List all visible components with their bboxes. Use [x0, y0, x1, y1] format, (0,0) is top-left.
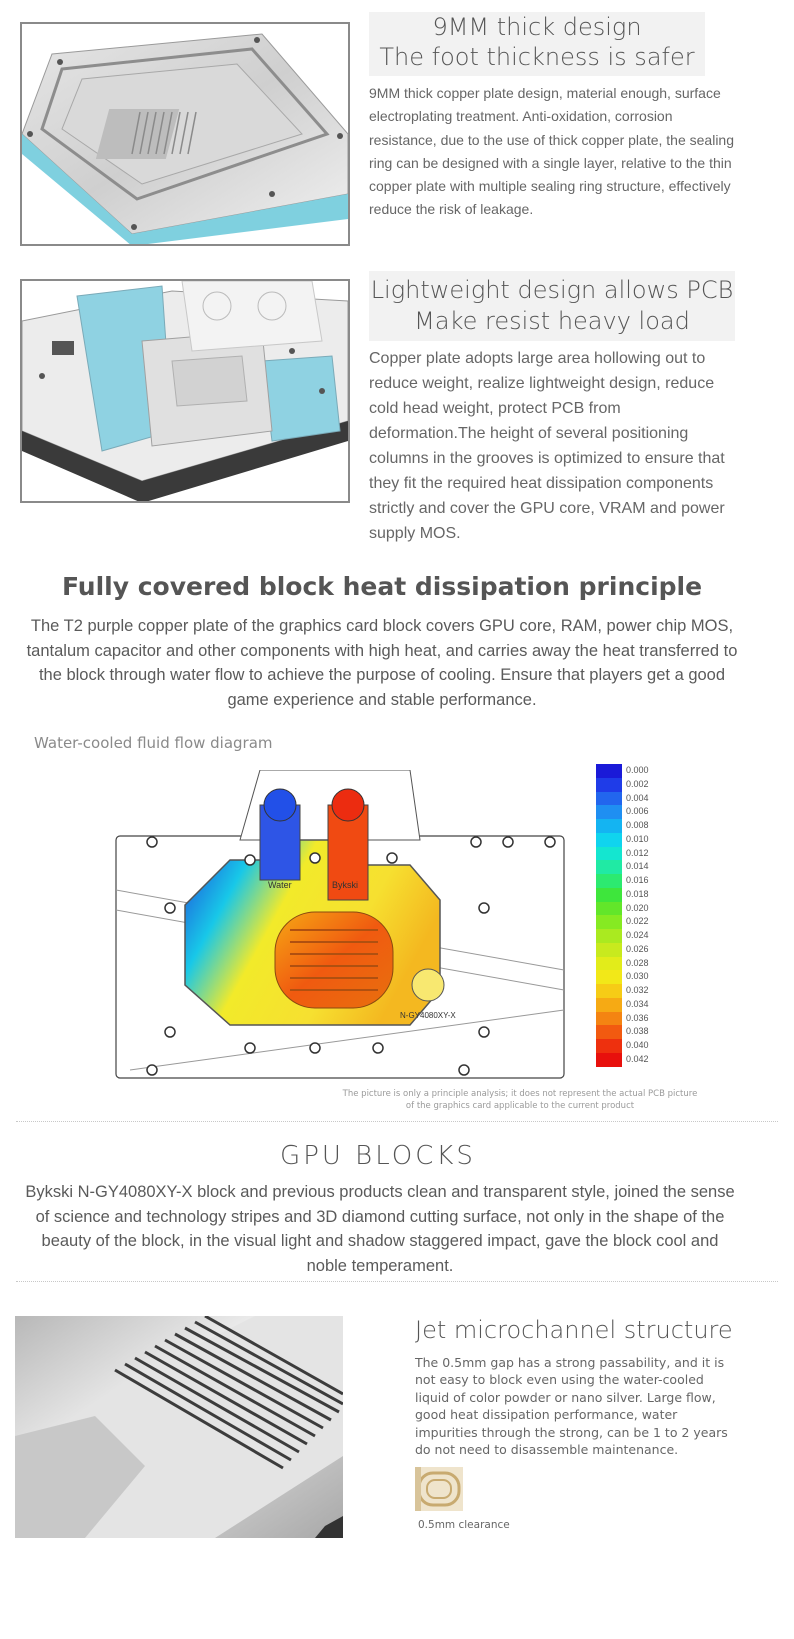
legend-value: 0.012 [626, 847, 649, 858]
legend-value: 0.022 [626, 916, 649, 927]
section1-heading-line1: 9MM thick design [432, 13, 642, 41]
section2-body: Copper plate adopts large area hollowing out to reduce weight, realize lightweight design, reduce cold head weight, protect PCB from deformation.The height of several positioning columns in the grooves is optimized to ensure that they fit the required heat dissipation components strictly and cover the GPU core, VRAM and power supply MOS. [369, 350, 725, 542]
legend-swatch [596, 805, 622, 819]
legend-value: 0.026 [626, 943, 649, 954]
legend-value: 0.014 [626, 861, 649, 872]
legend-swatch [596, 1039, 622, 1053]
legend-value: 0.004 [626, 792, 649, 803]
divider-bottom [16, 1281, 778, 1282]
legend-swatch [596, 970, 622, 984]
legend-swatch [596, 792, 622, 806]
microchannel-image [15, 1316, 343, 1538]
legend-value: 0.016 [626, 875, 649, 885]
legend-value: 0.032 [626, 985, 649, 995]
section5-title: Jet microchannel structure [415, 1316, 733, 1344]
diagram-note-line2: of the graphics card applicable to the current product [405, 1101, 635, 1111]
clearance-thumbnail [415, 1467, 463, 1511]
divider-top [16, 1121, 778, 1122]
legend-value: 0.038 [626, 1026, 649, 1037]
diagram-note [330, 1088, 710, 1112]
section3-body: The T2 purple copper plate of the graphics card block covers GPU core, RAM, power chip MOS, tantalum capacitor and other components with high heat, and carries away the heat transferred to the block through water flow to achieve the purpose of cooling. Ensure that players get a good game experience and stable performance. [26, 617, 738, 709]
legend-swatch [596, 984, 622, 998]
legend-value: 0.028 [626, 957, 649, 968]
lightweight-block-image [20, 279, 350, 503]
legend-swatch [596, 915, 622, 929]
legend-value: 0.006 [626, 806, 649, 817]
diagram-note-line1: The picture is only a principle analysis; it does not represent the actual PCB picture [342, 1089, 698, 1099]
legend-swatch [596, 902, 622, 916]
section1-heading-line2: The foot thickness is safer [379, 43, 695, 71]
block-text-left: Water [268, 880, 292, 890]
section1-body: 9MM thick copper plate design, material enough, surface electroplating treatment. Anti-oxidation, corrosion resistance, due to the use of thick copper plate, the sealing ring can be designed with a single layer, relative to the thin copper plate with multiple sealing ring structure, effectively reduce the risk of leakage. [369, 85, 735, 218]
section3-title: Fully covered block heat dissipation principle [61, 572, 703, 601]
block-model-text: N-GY4080XY-X [400, 1011, 456, 1020]
legend-value: 0.000 [626, 765, 649, 775]
legend-swatch [596, 957, 622, 971]
legend-swatch [596, 874, 622, 888]
legend-swatch [596, 764, 622, 778]
legend-swatch [596, 998, 622, 1012]
copper-plate-image [20, 22, 350, 246]
legend-value: 0.036 [626, 1012, 649, 1023]
clearance-caption: 0.5mm clearance [418, 1519, 510, 1531]
legend-value: 0.020 [626, 902, 649, 913]
legend-color-bar [596, 764, 622, 1067]
block-text-right: Bykski [332, 880, 359, 890]
legend-swatch [596, 833, 622, 847]
section1-heading [369, 12, 705, 76]
legend-swatch [596, 1025, 622, 1039]
clearance-thumbnail-graphic [415, 1467, 463, 1511]
section2-heading-line1: Lightweight design allows PCB [370, 276, 734, 304]
copper-plate-illustration [22, 24, 348, 244]
legend-labels [626, 764, 649, 1067]
legend-value: 0.010 [626, 833, 649, 844]
microchannel-illustration [15, 1316, 343, 1538]
legend-value: 0.024 [626, 930, 649, 940]
section5-body: The 0.5mm gap has a strong passability, and it is not easy to block even using the water-cooled liquid of color powder or nano silver. Large flow, good heat dissipation performance, water impurities through the strong, can be 1 to 2 years do not need to disassemble maintenance. [415, 1355, 728, 1458]
legend-value: 0.018 [626, 888, 649, 899]
legend-swatch [596, 929, 622, 943]
legend-swatch [596, 819, 622, 833]
legend-value: 0.008 [626, 820, 649, 830]
legend-swatch [596, 860, 622, 874]
legend-swatch [596, 1053, 622, 1067]
fluid-flow-diagram [110, 770, 570, 1082]
legend-value: 0.034 [626, 998, 649, 1009]
section4-title: GPU BLOCKS [280, 1141, 476, 1171]
legend-value: 0.002 [626, 778, 649, 789]
legend-value: 0.030 [626, 971, 649, 982]
section4-body: Bykski N-GY4080XY-X block and previous products clean and transparent style, joined the sense of science and technology stripes and 3D diamond cutting surface, not only in the shape of the beauty of the block, in the visual light and shadow staggered impact, gave the block cool and noble temperament. [25, 1183, 735, 1275]
legend-swatch [596, 943, 622, 957]
section2-heading [369, 271, 735, 341]
lightweight-block-illustration [22, 281, 348, 501]
flow-diagram-label: Water-cooled fluid flow diagram [34, 734, 273, 752]
legend-swatch [596, 847, 622, 861]
legend-value: 0.040 [626, 1040, 649, 1050]
legend-swatch [596, 888, 622, 902]
legend-swatch [596, 1012, 622, 1026]
section2-heading-line2: Make resist heavy load [414, 307, 690, 335]
legend-value: 0.042 [626, 1053, 649, 1064]
legend-swatch [596, 778, 622, 792]
